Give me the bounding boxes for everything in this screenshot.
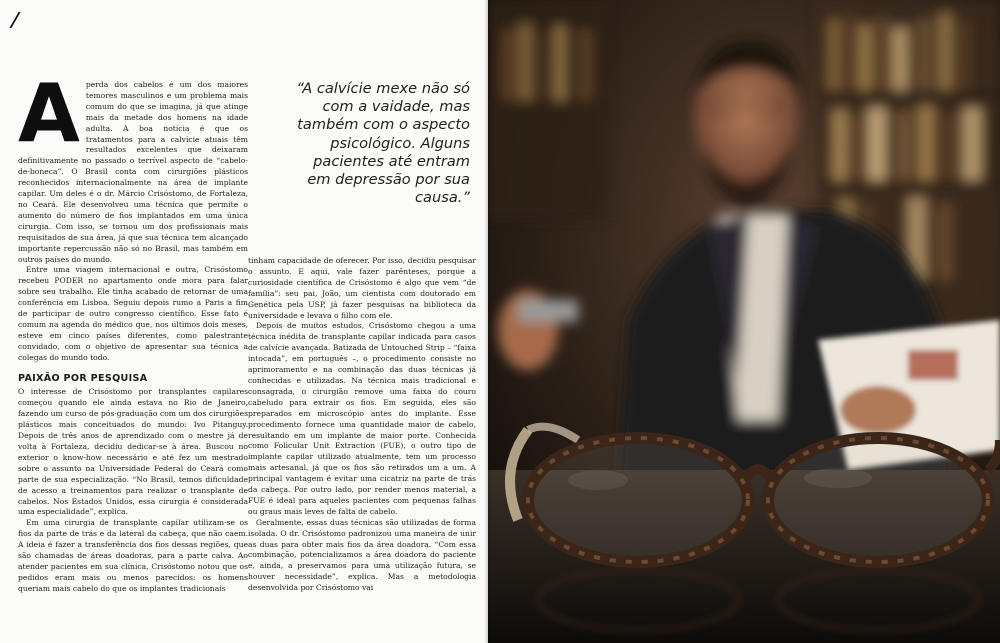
paragraph: tinham capacidade de oferecer. Por isso, decidiu pesquisar o assunto. E aqui, vale fazer parênteses, porque a curiosidade científica de Crisóstomo é algo que vem “de família”: seu pai, João, um cientista com doutorado em Genética pela USP, já fazer pesquisas na biblioteca da universidade e levava o filho com ele. xyxy=(248,256,476,320)
paragraph: Geralmente, essas duas técnicas são utilizadas de forma isolada. O dr. Crisóstomo padronizou uma maneira de unir as duas para obter mais fios da área doadora. “Com essa combinação, potencializamos a área doadora do paciente e, ainda, a preservamos para uma utilização futura, se houver necessidade”, explica. Mas a metodologia desenvolvida por Crisóstomo vai xyxy=(248,517,476,593)
section-heading: PAIXÃO POR PESQUISA xyxy=(18,372,148,384)
drop-cap: A xyxy=(18,67,80,160)
article-column-1 xyxy=(18,67,248,595)
paragraph: Em uma cirurgia de transplante capilar utilizam-se os fios da parte de trás e da lateral da cabeça, que não caem. A ideia é fazer a transferência dos fios dessas regiões, que são chamadas de áreas doadoras, para a parte calva. Ao atender pacientes em sua clínica, Crisóstomo notou que os pedidos eram mais ou menos parecidos: os homens queriam mais cabelo do que os implantes tradicionais xyxy=(18,518,248,593)
slash-icon xyxy=(9,12,20,28)
paragraph: Depois de muitos estudos, Crisóstomo chegou a uma técnica inédita de transplante capilar indicada para casos de calvície avançada. Batizada de Untouched Strip – “faixa intocada”, em português –, o procedimento consiste no aprimoramento e na combinação das duas técnicas já conhecidas e utilizadas. Na técnica mais tradicional e consagrada, o cirurgião remove uma faixa do couro cabeludo para extrair os fios. Em seguida, eles são preparados em microscópio antes do implante. Esse procedimento fornece uma quantidade maior de cabelo, resultando em um implante de maior porte. Conhecida como Folicular Unit Extraction (FUE), o outro tipo de implante capilar utilizado atualmente, tem um processo mais artesanal, já que os fios são retirados um a um. A principal vantagem é evitar uma cicatriz na parte de trás da cabeça. Por outro lado, por render menos material, a FUE é ideal para aqueles pacientes com pequenas falhas ou graus mais leves de falta de cabelo. xyxy=(248,321,476,516)
photo-illustration xyxy=(488,0,1000,643)
paragraph: O interesse de Crisóstomo por transplantes capilares começou quando ele ainda estava no Rio de Janeiro, fazendo um curso de pós-graduação com um dos cirurgiões plásticos mais conceituados do mundo: Ivo Pitanguy. Depois de três anos de aprendizado com o mestre já de volta à Fortaleza, decidiu dedicar-se à área. Buscou no exterior o know-how necessário e até fez um mestrado sobre o assunto na Universidade Federal do Ceará como parte de sua especialização. “No Brasil, temos dificuldade de acesso a treinamentos para realizar o transplante de cabelos. Nos Estados Unidos, essa cirurgia é considerada uma especialidade”, explica. xyxy=(18,387,248,517)
portrait-photo xyxy=(488,0,1000,643)
pull-quote: “A calvície mexe não só com a vaidade, mas também com o aspecto psicológico. Alguns pacientes até entram em depressão por sua causa.” xyxy=(296,80,470,207)
page-gutter xyxy=(484,0,492,643)
article-column-2 xyxy=(248,256,476,594)
paragraph: Entre uma viagem internacional e outra, Crisóstomo recebeu PODER no apartamento onde mora para falar sobre seu trabalho. Ele tinha acabado de retornar de uma conferência em Lisboa. Seguiu depois rumo a Paris a fim de participar de outro congresso científico. Esse fato é comum na agenda do médico que, nos últimos dois meses, esteve em cinco países diferentes, como palestrante convidado, com o objetivo de apresentar sua técnica a colegas do mundo todo. xyxy=(18,265,248,362)
paragraph: perda dos cabelos é um dos maiores temores masculinos e um problema mais comum do que se imagina, já que atinge mais da metade dos homens na idade adulta. A boa notícia é que os tratamentos para a calvície atuais têm resultados excelentes que deixaram definitivamente no passado o terrível aspecto de “cabelo-de-boneca”. O Brasil conta com cirurgiões plásticos reconhecidos internacionalmente na área de implante capilar. Um deles é o dr. Márcio Crisóstomo, de Fortaleza, no Ceará. Ele desenvolveu uma técnica que permite o aumento do número de fios implantados em uma única cirurgia. Com isso, se tornou um dos profissionais mais requisitados de sua área, já que sua técnica tem alcançado importante repercussão não só no Brasil, mas também em outros países do mundo. xyxy=(18,80,248,264)
left-page xyxy=(0,0,488,643)
